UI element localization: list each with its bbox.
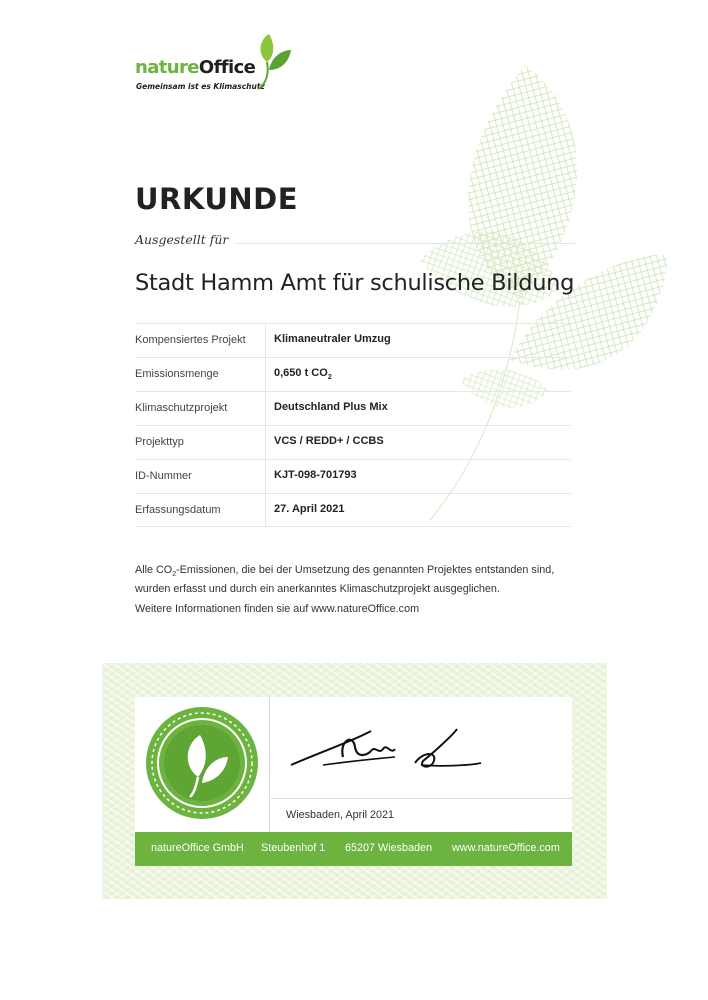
seal-leaf-icon <box>144 705 260 821</box>
place-and-date: Wiesbaden, April 2021 <box>286 809 395 821</box>
certificate-title: URKUNDE <box>135 182 299 216</box>
details-label: Klimaschutzprojekt <box>135 402 228 414</box>
issued-for-label: Ausgestellt für <box>135 232 229 247</box>
logo-tagline: Gemeinsam ist es Klimaschutz <box>136 82 265 91</box>
statement-subscript: 2 <box>172 571 177 579</box>
signature-card <box>135 697 572 832</box>
footer-city: 65207 Wiesbaden <box>345 842 433 854</box>
leaf-icon <box>253 32 293 90</box>
details-table <box>135 323 571 527</box>
natureoffice-logo <box>135 32 295 96</box>
details-label: Emissionsmenge <box>135 368 219 380</box>
details-row <box>135 323 571 357</box>
details-row <box>135 493 571 527</box>
footer-bar <box>135 832 572 866</box>
details-value: Klimaneutraler Umzug <box>274 333 391 345</box>
statement-part1: Alle CO <box>135 564 173 576</box>
recipient-name: Stadt Hamm Amt für schulische Bildung <box>135 270 575 296</box>
emissions-subscript: 2 <box>327 374 332 382</box>
details-value-emissions <box>274 367 332 381</box>
footer-company: natureOffice GmbH <box>151 842 244 854</box>
details-label: Kompensiertes Projekt <box>135 334 246 346</box>
details-value: VCS / REDD+ / CCBS <box>274 435 384 447</box>
details-label: Projekttyp <box>135 436 184 448</box>
details-value: Deutschland Plus Mix <box>274 401 388 413</box>
statement-part2: -Emissionen, die bei der Umsetzung des genannten Projektes entstanden sind, wurden erfasst und durch ein anerkanntes Klimaschutzprojekt ausgeglichen. <box>135 564 555 596</box>
issued-for-divider <box>235 243 575 244</box>
logo-name-nature: nature <box>135 57 199 78</box>
details-row <box>135 459 571 493</box>
logo-wordmark <box>135 57 255 78</box>
footer-street: Steubenhof 1 <box>261 842 326 854</box>
signature-box <box>271 697 572 832</box>
details-value: KJT-098-701793 <box>274 469 357 481</box>
details-row <box>135 425 571 459</box>
seal-box <box>135 697 270 832</box>
compensation-statement <box>135 563 575 597</box>
handwritten-signature <box>283 711 483 781</box>
logo-name-office: Office <box>198 57 256 78</box>
footer-website[interactable]: www.natureOffice.com <box>452 842 560 854</box>
emissions-amount: 0,650 t CO <box>274 367 328 379</box>
issued-for-row <box>135 232 575 252</box>
details-value: 27. April 2021 <box>274 503 345 515</box>
details-label: ID-Nummer <box>135 470 192 482</box>
details-row <box>135 391 571 425</box>
details-row <box>135 357 571 391</box>
more-info-text: Weitere Informationen finden sie auf www.natureOffice.com <box>135 603 420 615</box>
details-label: Erfassungsdatum <box>135 504 221 516</box>
signature-divider <box>271 798 572 799</box>
